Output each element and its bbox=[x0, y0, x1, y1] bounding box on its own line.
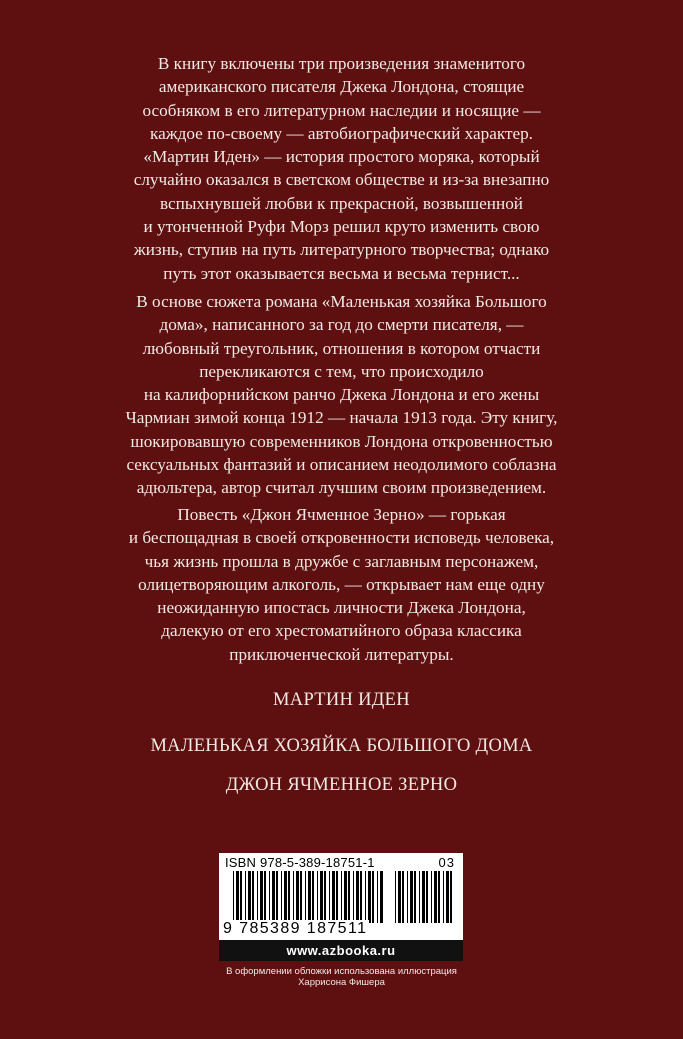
text-line: и утонченной Руфи Морз решил круто изменить свою bbox=[143, 217, 540, 237]
barcode-bar bbox=[419, 871, 420, 923]
barcode-bar bbox=[365, 871, 366, 923]
description-paragraph-3 bbox=[80, 503, 603, 666]
barcode-bar bbox=[332, 871, 335, 923]
barcode-bar bbox=[372, 871, 374, 923]
barcode-bar bbox=[269, 871, 270, 923]
text-line: адюльтера, автор считал лучшим своим произведением. bbox=[136, 478, 547, 498]
barcode-bar bbox=[284, 871, 287, 923]
text-line: жизнь, ступив на путь литературного творчества; однако bbox=[133, 240, 550, 260]
text-line: Повесть «Джон Ячменное Зерно» — горькая bbox=[177, 505, 506, 524]
barcode-bar bbox=[245, 871, 246, 923]
publisher-url: www.azbooka.ru bbox=[219, 940, 463, 961]
barcode-bar bbox=[422, 871, 425, 923]
barcode-bar bbox=[377, 871, 378, 923]
barcode-bar bbox=[356, 871, 359, 923]
text-line: далекую от его хрестоматийного образа классика bbox=[161, 621, 522, 641]
barcode-bar bbox=[368, 871, 371, 923]
text-line: путь этот оказывается весьма и весьма тернист... bbox=[163, 263, 520, 283]
barcode-bar bbox=[320, 871, 323, 923]
barcode-bar bbox=[281, 871, 282, 923]
barcode-bar bbox=[344, 871, 347, 923]
barcode-bar bbox=[257, 871, 258, 923]
description-paragraph-1 bbox=[80, 52, 603, 285]
barcode-bar bbox=[431, 871, 432, 923]
barcode-bar bbox=[414, 871, 416, 923]
illustration-credit-line-2: Харрисона Фишера bbox=[298, 977, 385, 988]
title-john-barleycorn: ДЖОН ЯЧМЕННОЕ ЗЕРНО bbox=[225, 775, 458, 795]
barcode-bar bbox=[395, 871, 396, 923]
barcode-addon-bars bbox=[395, 871, 455, 933]
description-paragraph-2 bbox=[80, 290, 603, 500]
text-line: В основе сюжета романа «Маленькая хозяйка Большого bbox=[136, 292, 547, 311]
barcode-bar bbox=[312, 871, 314, 923]
isbn-number: ISBN 978-5-389-18751-1 bbox=[225, 855, 375, 870]
text-line: чья жизнь прошла в дружбе с заглавным персонажем, bbox=[144, 551, 539, 571]
barcode-bar bbox=[398, 871, 401, 923]
text-line: неожиданную ипостась личности Джека Лондона, bbox=[157, 598, 526, 618]
barcode-bar bbox=[264, 871, 266, 923]
text-line: на калифорнийском ранчо Джека Лондона и его жены bbox=[143, 385, 540, 405]
barcode-bar bbox=[272, 871, 275, 923]
barcode-bar bbox=[410, 871, 413, 923]
isbn-barcode-block bbox=[219, 853, 463, 961]
text-line: сексуальных фантазий и описанием неодолимого соблазна bbox=[126, 455, 557, 475]
barcode-bar bbox=[360, 871, 362, 923]
barcode-bar bbox=[446, 871, 449, 923]
barcode-bar bbox=[240, 871, 242, 923]
title-little-lady: МАЛЕНЬКАЯ ХОЗЯЙКА БОЛЬШОГО ДОМА bbox=[150, 736, 533, 756]
illustration-credit-line-1: В оформлении обложки использована иллюстрация bbox=[226, 966, 457, 977]
text-line: перекликаются с тем, что происходило bbox=[199, 361, 484, 381]
barcode-bar bbox=[353, 871, 354, 923]
barcode-bar bbox=[288, 871, 290, 923]
text-line: Чармиан зимой конца 1912 — начала 1913 года. Эту книгу, bbox=[125, 408, 558, 428]
text-line: шокировавшую современников Лондона откровенностью bbox=[130, 431, 553, 451]
barcode-digits: 9 785389 187511 bbox=[223, 920, 368, 937]
text-line: В книгу включены три произведения знаменитого bbox=[157, 54, 526, 73]
barcode-bar bbox=[380, 871, 383, 923]
text-line: олицетворяющим алкоголь, — открывает нам еще одну bbox=[138, 574, 545, 594]
barcode-bar bbox=[276, 871, 278, 923]
barcode-bar bbox=[407, 871, 408, 923]
barcode-bar bbox=[293, 871, 294, 923]
barcode-bar bbox=[438, 871, 440, 923]
text-line: приключенческой литературы. bbox=[229, 644, 454, 664]
isbn-addon-code: 03 bbox=[438, 855, 455, 870]
barcode-bar bbox=[443, 871, 444, 923]
text-line: особняком в его литературном наследии и носящие — bbox=[142, 100, 541, 120]
barcode-bar bbox=[300, 871, 302, 923]
barcode-bar bbox=[252, 871, 254, 923]
barcode-bar bbox=[336, 871, 338, 923]
barcode-bar bbox=[329, 871, 330, 923]
barcode-bar bbox=[317, 871, 318, 923]
barcode-bar bbox=[450, 871, 452, 923]
barcode-bar bbox=[296, 871, 299, 923]
barcode-bar bbox=[348, 871, 350, 923]
text-line: вспыхнувшей любви к прекрасной, возвышенной bbox=[160, 193, 523, 213]
text-line: каждое по-своему — автобиографический характер. bbox=[150, 123, 533, 143]
barcode-bar bbox=[341, 871, 342, 923]
barcode-bar bbox=[248, 871, 251, 923]
barcode-bar bbox=[426, 871, 428, 923]
text-line: дома», написанного за год до смерти писателя, — bbox=[159, 315, 524, 335]
barcode-bar bbox=[260, 871, 263, 923]
title-martin-eden: МАРТИН ИДЕН bbox=[273, 690, 410, 710]
text-line: и беспощадная в своей откровенности исповедь человека, bbox=[128, 528, 555, 548]
barcode-bar bbox=[434, 871, 437, 923]
text-line: случайно оказался в светском обществе и из-за внезапно bbox=[133, 170, 550, 190]
text-line: «Мартин Иден» — история простого моряка, который bbox=[143, 147, 540, 167]
barcode-bar bbox=[324, 871, 326, 923]
text-line: американского писателя Джека Лондона, стоящие bbox=[158, 77, 525, 97]
barcode-bar bbox=[402, 871, 404, 923]
text-line: любовный треугольник, отношения в котором отчасти bbox=[142, 338, 541, 358]
